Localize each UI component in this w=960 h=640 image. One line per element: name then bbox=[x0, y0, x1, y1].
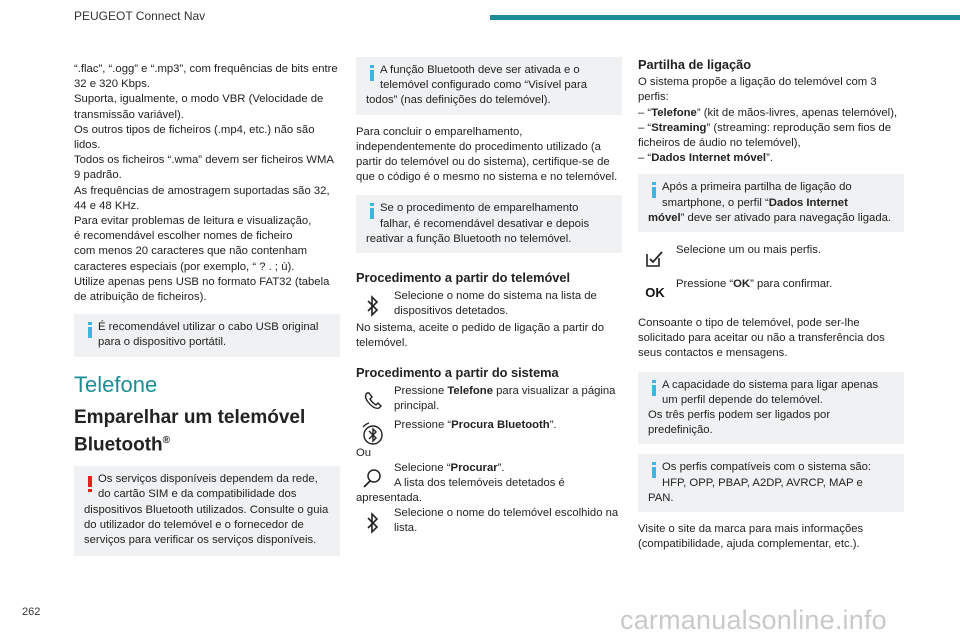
heading-from-system: Procedimento a partir do sistema bbox=[356, 364, 559, 380]
phone-handset-icon bbox=[356, 384, 390, 418]
column-1 bbox=[74, 62, 340, 556]
contacts-transfer-text: Consoante o tipo de telemóvel, pode ser-lhe solicitado para aceitar ou não a transferência dos seus contactos e mensagens. bbox=[638, 317, 885, 360]
phone-step: Selecione o nome do sistema na lista de dispositivos detetados. bbox=[356, 289, 622, 323]
system-step-bluetooth-search: Pressione “Procura Bluetooth”. bbox=[356, 418, 622, 452]
single-profile-note: A capacidade do sistema para ligar apenas um perfil depende do telemóvel. Os três perfis podem ser ligados por predefinição. bbox=[638, 372, 904, 445]
ok-button-icon: OK bbox=[645, 285, 665, 301]
bluetooth-visible-note: A função Bluetooth deve ser ativada e o telemóvel configurado como “Visível para todos” (nas definições do telemóvel). bbox=[356, 57, 622, 115]
heading-from-phone: Procedimento a partir do telemóvel bbox=[356, 270, 571, 286]
mobile-data-note: Após a primeira partilha de ligação do smartphone, o perfil “Dados Internet móvel” deve ser ativado para navegação ligada. bbox=[638, 174, 904, 232]
info-icon bbox=[646, 462, 662, 478]
system-step-phone: Pressione Telefone para visualizar a página principal. bbox=[356, 384, 622, 418]
checkbox-icon bbox=[638, 242, 672, 276]
press-ok-step: OK Pressione “OK” para confirmar. bbox=[638, 276, 904, 310]
select-profiles-step: Selecione um ou mais perfis. bbox=[638, 242, 904, 276]
bluetooth-icon bbox=[356, 289, 390, 323]
brand-site-text: Visite o site da marca para mais informações (compatibilidade, ajuda complementar, etc.). bbox=[638, 523, 864, 551]
magnifier-icon bbox=[356, 461, 390, 495]
or-text: Ou bbox=[356, 446, 372, 459]
watermark: carmanualsonline.info bbox=[620, 605, 887, 635]
compatible-profiles-note: Os perfis compatíveis com o sistema são: HFP, OPP, PBAP, A2DP, AVRCP, MAP e PAN. bbox=[638, 454, 904, 512]
page-number: 262 bbox=[22, 606, 41, 618]
profiles-intro: O sistema propõe a ligação do telemóvel com 3 perfis: – “Telefone” (kit de mãos-livres, apenas telemóvel), – “Streaming” (streaming: reprodução sem fios de ficheiros de áudio no telemóvel), – “Dados Internet móvel”. bbox=[638, 76, 898, 165]
info-icon bbox=[364, 65, 380, 81]
heading-connection-sharing: Partilha de ligação bbox=[638, 57, 752, 72]
bluetooth-search-icon bbox=[356, 418, 390, 452]
header-accent-bar bbox=[490, 15, 960, 20]
warning-icon bbox=[82, 476, 98, 492]
list-displayed-text: apresentada. bbox=[356, 492, 422, 505]
usb-cable-note: É recomendável utilizar o cabo USB original para o dispositivo portátil. bbox=[74, 314, 340, 356]
info-icon bbox=[364, 203, 380, 219]
column-3 bbox=[638, 57, 904, 552]
column-2 bbox=[356, 57, 622, 540]
pairing-code-text: Para concluir o emparelhamento, independentemente do procedimento utilizado (a partir do telemóvel ou do sistema), certifique-se de que o código é o mesmo no sistema e no telemóvel. bbox=[356, 125, 618, 184]
usb-format-text: “.flac”, “.ogg” e “.mp3”, com frequências de bits entre 32 e 320 Kbps. Suporta, igualmente, o modo VBR (Velocidade de transmissão variável). Os outros tipos de ficheiros (.mp4, etc.) não são lidos. Todos os ficheiros “.wma” devem ser ficheiros WMA 9 padrão. As frequências de amostragem suportadas são 32, 44 e 48 KHz. Para evitar problemas de leitura e visualização, é recomendável escolher nomes de ficheiro com menos 20 caracteres que não contenham caracteres especiais (por exemplo, “ ? . ; ù). Utilize apenas pens USB no formato FAT32 (tabela de atribuição de ficheiros). bbox=[74, 63, 338, 304]
heading-pair-bluetooth: Emparelhar um telemóvel Bluetooth® bbox=[74, 406, 306, 456]
section-title-telefone: Telefone bbox=[74, 371, 158, 397]
phone-accept-text: No sistema, aceite o pedido de ligação a partir do telemóvel. bbox=[356, 322, 605, 350]
running-header-title: PEUGEOT Connect Nav bbox=[74, 9, 206, 23]
pairing-failure-note: Se o procedimento de emparelhamento falhar, é recomendável desativar e depois reativar a função Bluetooth no telemóvel. bbox=[356, 195, 622, 253]
system-step-select-phone: Selecione o nome do telemóvel escolhido na lista. bbox=[356, 506, 622, 540]
bluetooth-icon bbox=[356, 506, 390, 540]
info-icon bbox=[646, 182, 662, 198]
info-icon bbox=[646, 380, 662, 396]
info-icon bbox=[82, 322, 98, 338]
services-warning: Os serviços disponíveis dependem da rede, do cartão SIM e da compatibilidade dos dispositivos Bluetooth utilizados. Consulte o guia do utilizador do telemóvel e o fornecedor de serviços para verificar os serviços disponíveis. bbox=[74, 466, 340, 556]
system-step-search: Selecione “Procurar”. A lista dos telemóveis detetados é bbox=[356, 461, 622, 495]
